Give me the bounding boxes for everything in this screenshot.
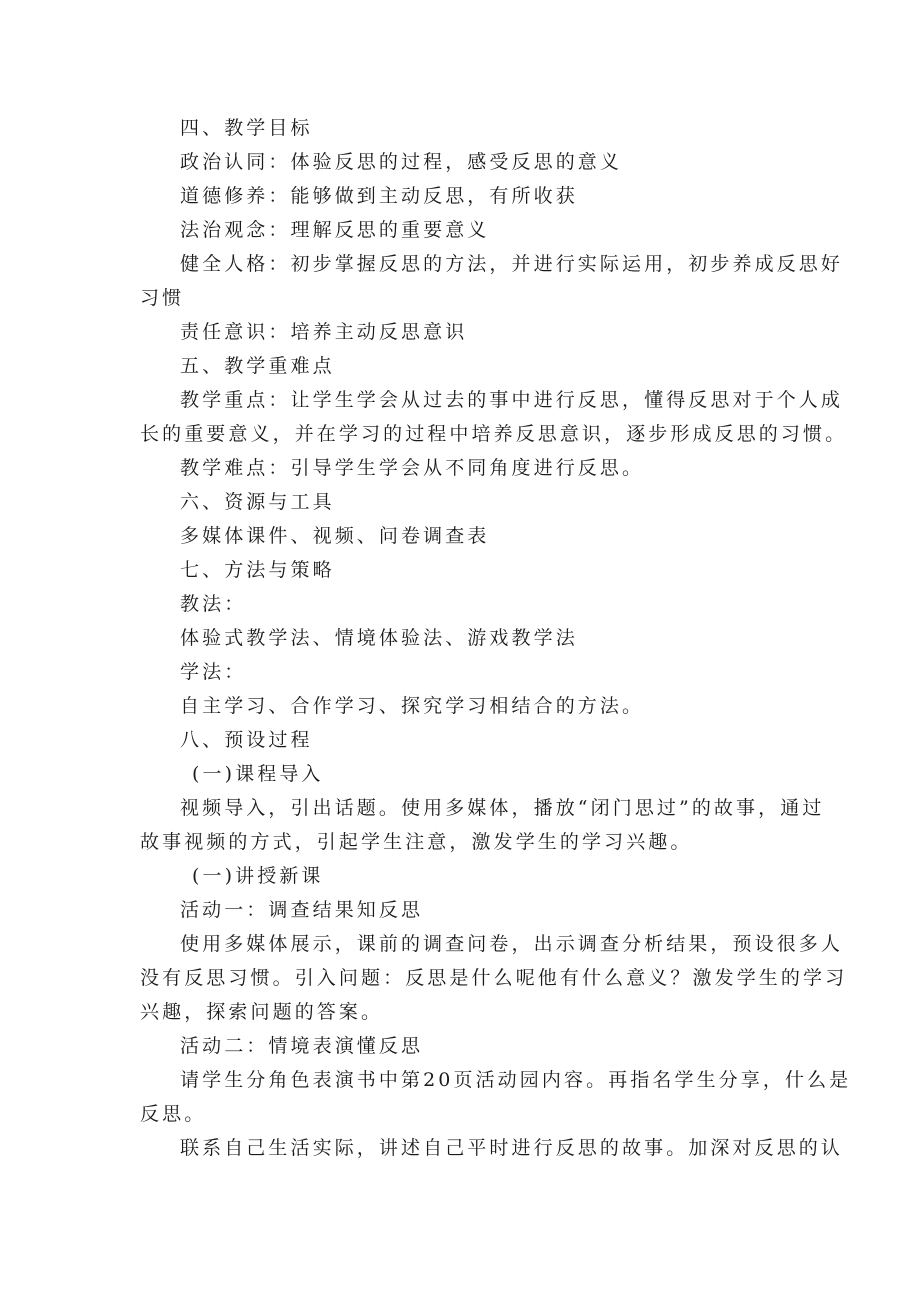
learning-method-label: 学法： [180, 661, 247, 683]
key-point-cont: 长的重要意义，并在学习的过程中培养反思意识，逐步形成反思的习惯。 [140, 423, 848, 445]
teaching-method-label: 教法： [180, 593, 247, 615]
goal-political: 政治认同：体验反思的过程，感受反思的意义 [180, 151, 623, 173]
heading-teaching-goals: 四、教学目标 [180, 117, 313, 139]
activity-one-text-end: 兴趣，探索问题的答案。 [140, 1001, 384, 1023]
heading-process: 八、预设过程 [180, 729, 313, 751]
intro-text: 视频导入，引出话题。使用多媒体，播放“闭门思过”的故事，通过 [180, 797, 825, 819]
teaching-method-text: 体验式教学法、情境体验法、游戏教学法 [180, 627, 578, 649]
goal-personality-cont: 习惯 [140, 287, 185, 309]
goal-law: 法治观念：理解反思的重要意义 [180, 219, 490, 241]
activity-one-title: 活动一：调查结果知反思 [180, 899, 424, 921]
heading-key-points: 五、教学重难点 [180, 355, 335, 377]
activity-one-text: 使用多媒体展示，课前的调查问卷，出示调查分析结果，预设很多人 [180, 933, 844, 955]
activity-two-text-cont: 反思。 [140, 1103, 207, 1125]
goal-responsibility: 责任意识：培养主动反思意识 [180, 321, 468, 343]
activity-one-text-cont: 没有反思习惯。引入问题：反思是什么呢他有什么意义？激发学生的学习 [140, 967, 848, 989]
activity-two-title: 活动二：情境表演懂反思 [180, 1035, 424, 1057]
heading-methods: 七、方法与策略 [180, 559, 335, 581]
intro-text-cont: 故事视频的方式，引起学生注意，激发学生的学习兴趣。 [140, 831, 693, 853]
learning-method-text: 自主学习、合作学习、探究学习相结合的方法。 [180, 695, 645, 717]
subheading-new-lesson: (一)讲授新课 [192, 865, 324, 887]
activity-two-text: 请学生分角色表演书中第20页活动园内容。再指名学生分享，什么是 [180, 1069, 852, 1091]
goal-moral: 道德修养：能够做到主动反思，有所收获 [180, 185, 578, 207]
resources-text: 多媒体课件、视频、问卷调查表 [180, 525, 490, 547]
goal-personality: 健全人格：初步掌握反思的方法，并进行实际运用，初步养成反思好 [180, 253, 844, 275]
subheading-intro: (一)课程导入 [192, 763, 324, 785]
difficult-point: 教学难点：引导学生学会从不同角度进行反思。 [180, 457, 645, 479]
heading-resources: 六、资源与工具 [180, 491, 335, 513]
key-point: 教学重点：让学生学会从过去的事中进行反思，懂得反思对于个人成 [180, 389, 844, 411]
activity-two-text-2: 联系自己生活实际，讲述自己平时进行反思的故事。加深对反思的认 [180, 1137, 844, 1159]
